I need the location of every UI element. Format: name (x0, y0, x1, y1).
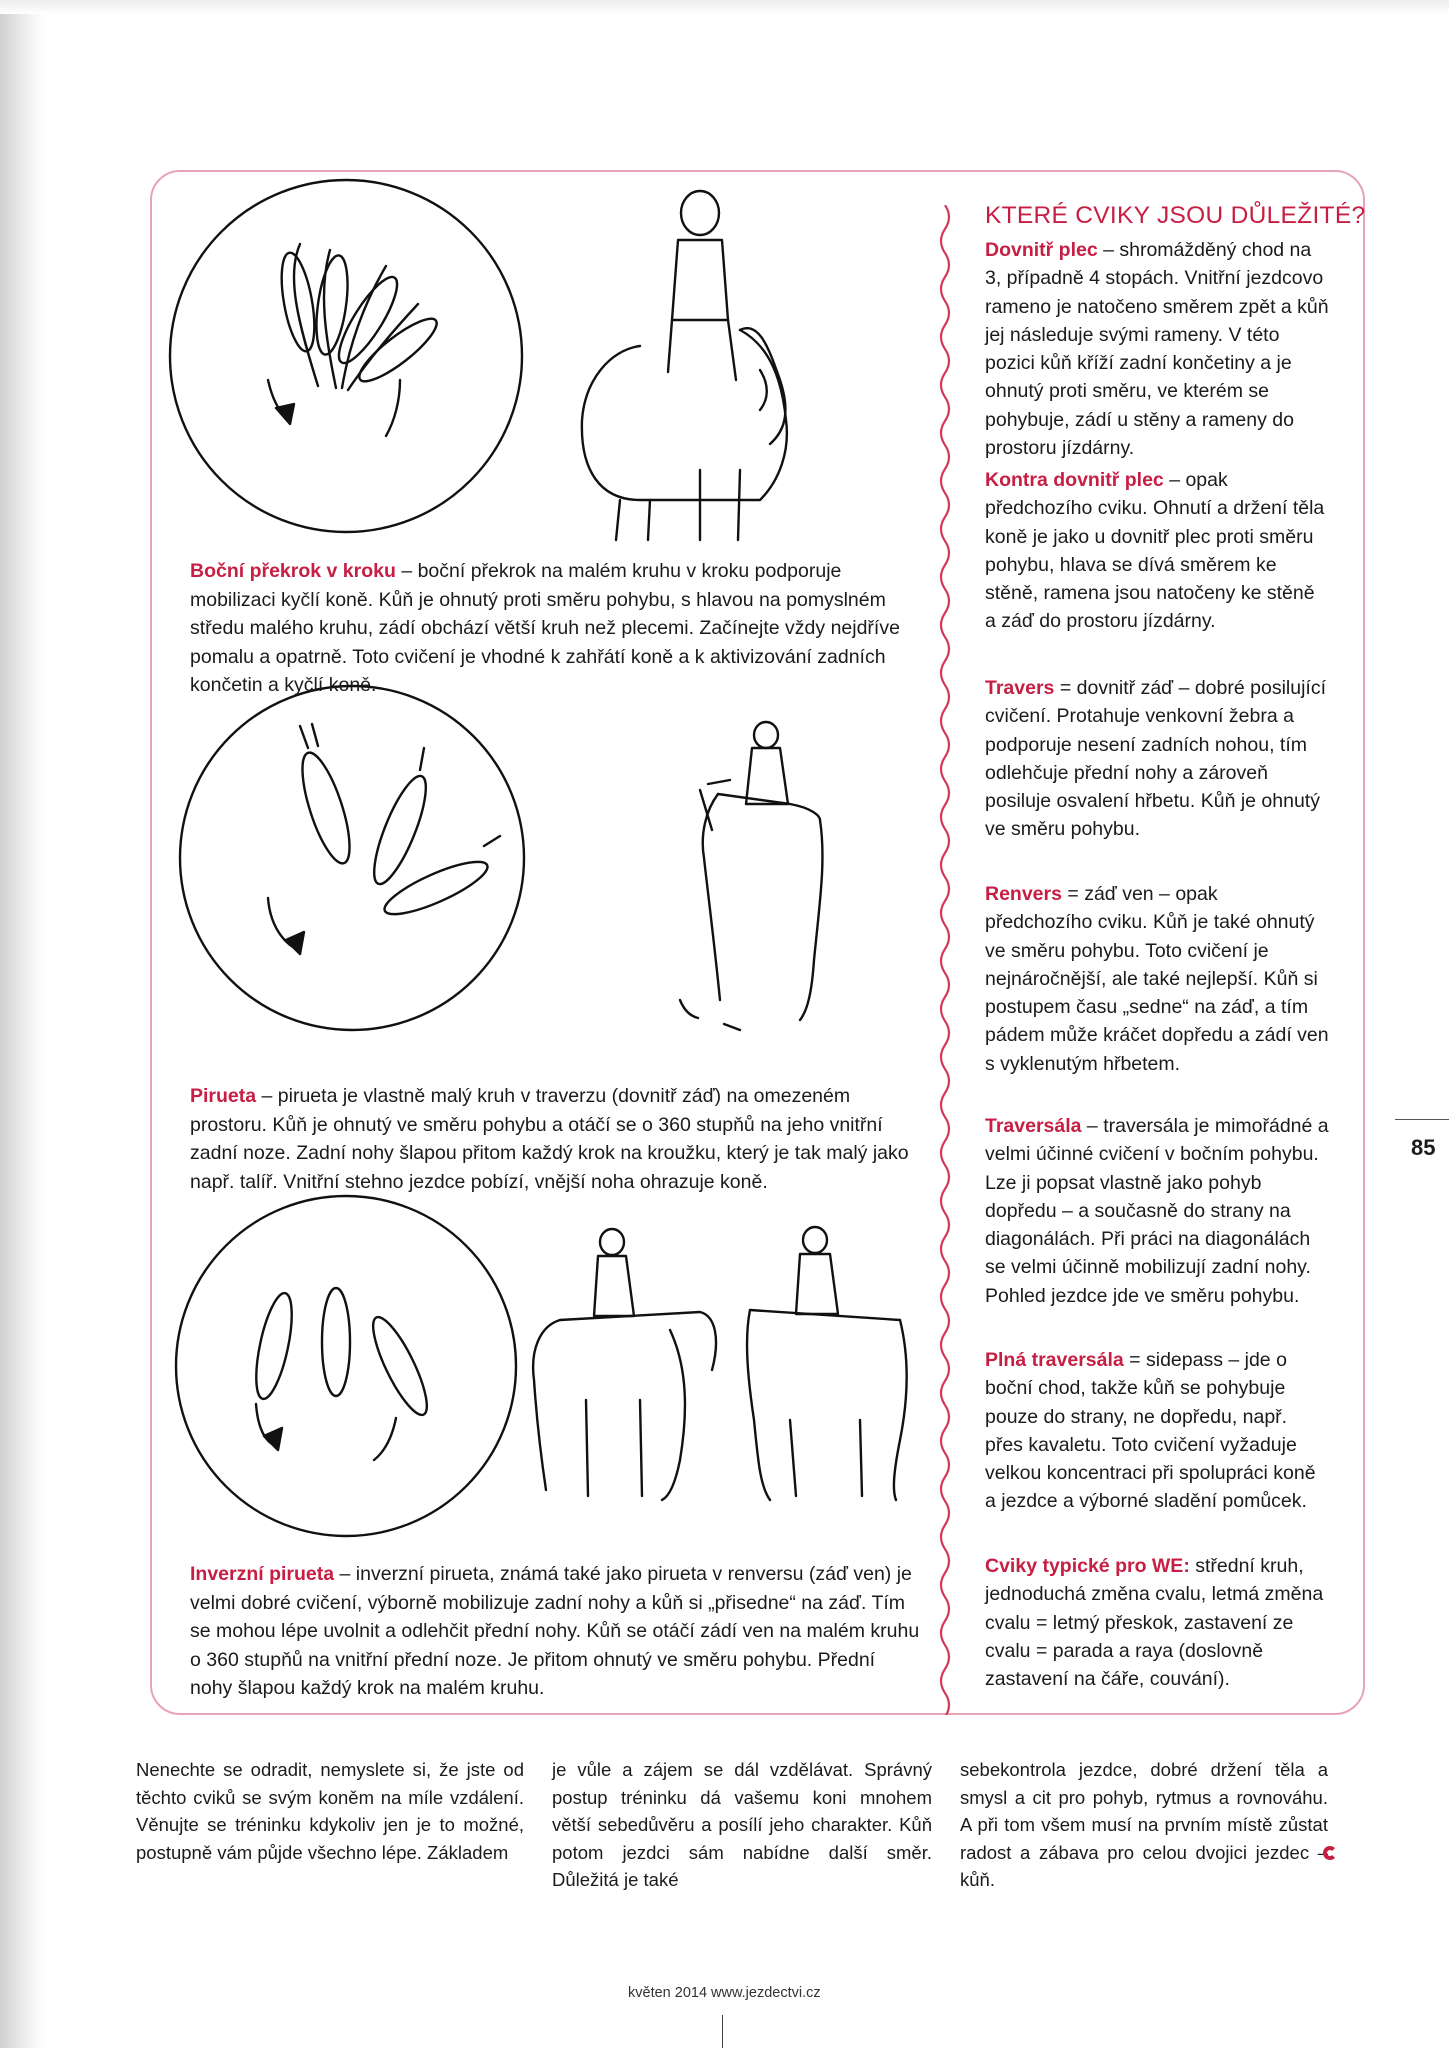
rider-illustration-2 (680, 722, 822, 1030)
rider-illustration-1 (582, 191, 787, 540)
page-footer: květen 2014 www.jezdectvi.cz (628, 1985, 821, 2001)
sidebar-item-text: = dovnitř záď – dobré posilující cvičení. Protahuje venkovní žebra a podporuje nesení zadních nohou, tím odlehčuje přední nohy a zároveň posiluje osvalení hřbetu. Kůň je ohnutý ve směru pohybu. (985, 677, 1326, 841)
closing-column-3: sebekontrola jezdce, dobré držení těla a smysl a cit pro pohyb, rytmus a rovnováhu. A při tom všem musí na prvním místě zůstat radost a zábava pro celou dvojici jezdec – kůň. (960, 1759, 1328, 1890)
exercise-inverse-pirouette (190, 1560, 922, 1703)
exercise-term: Boční překrok v kroku (190, 560, 396, 582)
exercise-pirouette (190, 1082, 922, 1196)
pirouette-diagram (180, 686, 524, 1030)
sidebar-item-text: střední kruh, jednoduchá změna cvalu, letmá změna cvalu = letmý přeskok, zastavení ze cvalu = parada a raya (doslovně zastavení na čáře, couvání). (985, 1555, 1324, 1691)
sidebar-item-term: Kontra dovnitř plec (985, 469, 1164, 491)
exercise-term: Pirueta (190, 1085, 257, 1107)
lateral-step-diagram (170, 180, 522, 532)
exercise-description: – inverzní pirueta, známá také jako pirueta v renversu (záď ven) je velmi dobré cvičení, výborně mobilizuje zadní nohy a kůň si „přisedne“ na záď. Tím se mohou lépe uvolnit a odlehčit přední nohy. Kůň se otáčí zádí ven na malém kruhu o 360 stupňů na vnitřní přední noze. Je přitom ohnutý ve směru pohybu. Přední nohy šlapou každý krok na malém kruhu. (190, 1563, 920, 1699)
sidebar-item-text: – shromážděný chod na 3, případně 4 stopách. Vnitřní jezdcovo rameno je natočeno směrem zpět a kůň jej následuje svými rameny. V této pozici kůň kříží zadní končetiny a je ohnutý proti směru, ve kterém se pohybuje, zádí u stěny a rameny do prostoru jízdárny. (985, 239, 1329, 460)
sidebar-item-term: Traversála (985, 1115, 1082, 1137)
sidebar-item-text: – traversála je mimořádné a velmi účinné cvičení v bočním pohybu. Lze ji popsat vlastně jako pohyb dopředu – a současně do strany na diagonálách. Při práci na diagonálách se velmi účinně mobilizují zadní nohy. Pohled jezdce jde ve směru pohybu. (985, 1115, 1329, 1307)
exercise-lateral-step (190, 557, 922, 700)
gutter-line (722, 2015, 723, 2048)
exercise-description: – boční překrok na malém kruhu v kroku podporuje mobilizaci kyčlí koně. Kůň je ohnutý proti směru pohybu, s hlavou na pomyslném středu malého kruhu, zádí obchází větší kruh než plecemi. Začínejte vždy nejdříve pomalu a opatrně. Toto cvičení je vhodné k zahřátí koně a k aktivizování zadních končetin a kyčlí koně. (190, 560, 900, 696)
sidebar-item-term: Plná traversála (985, 1349, 1124, 1371)
closing-column-1: Nenechte se odradit, nemyslete si, že jste od těchto cviků se svým koněm na míle vzdálení. Věnujte se tréninku kdykoliv jen je to možné, postupně vám půjde všechno lépe. Základem (136, 1759, 524, 1863)
sidebar-item (985, 236, 1330, 462)
sidebar-item-term: Renvers (985, 883, 1062, 905)
inverse-pirouette-diagram (176, 1196, 516, 1536)
exercise-description: – pirueta je vlastně malý kruh v traverzu (dovnitř záď) na omezeném prostoru. Kůň je ohnutý ve směru pohybu a otáčí se o 360 stupňů na jeho vnitřní zadní noze. Zadní nohy šlapou přitom každý krok na kroužku, který je tak malý jako např. talíř. Vnitřní stehno jezdce pobízí, vnější noha ohrazuje koně. (190, 1085, 909, 1193)
page-number-rule (1395, 1119, 1449, 1120)
sidebar-item-term: Dovnitř plec (985, 239, 1098, 261)
sidebar-title: KTERÉ CVIKY JSOU DŮLEŽITÉ? (985, 202, 1366, 229)
page-number: 85 (1411, 1135, 1436, 1160)
sidebar-item-term: Cviky typické pro WE: (985, 1555, 1190, 1577)
sidebar-item-text: = sidepass – jde o boční chod, takže kůň se pohybuje pouze do strany, ne dopředu, např. přes kavaletu. Toto cvičení vyžaduje velkou koncentraci při spolupráci koně a jezdce a výborné sladění pomůcek. (985, 1349, 1316, 1513)
sidebar-item (985, 466, 1330, 636)
rider-illustration-4 (747, 1227, 907, 1500)
closing-column-2: je vůle a zájem se dál vzdělávat. Správný postup tréninku dá vašemu koni mnohem větší sebedůvěru a posílí jeho charakter. Kůň potom jezdci sám nabídne další směr. Důležitá je také (552, 1759, 932, 1890)
sidebar-item (985, 1552, 1330, 1693)
exercise-term: Inverzní pirueta (190, 1563, 335, 1585)
rider-illustration-3 (533, 1229, 716, 1500)
sidebar-item (985, 1112, 1330, 1310)
sidebar-item (985, 880, 1330, 1078)
sidebar-item (985, 1346, 1330, 1516)
sidebar-item-term: Travers (985, 677, 1055, 699)
sidebar-item (985, 674, 1330, 844)
sidebar-item-text: = záď ven – opak předchozího cviku. Kůň je také ohnutý ve směru pohybu. Toto cvičení je nejnáročnější, ale také nejlepší. Kůň si postupem času „sedne“ na záď, a tím pádem může kráčet dopředu a zádí ven s vyklenutým hřbetem. (985, 883, 1329, 1075)
sidebar-item-text: – opak předchozího cviku. Ohnutí a držení těla koně je jako u dovnitř plec proti směru pohybu, hlava se dívá směrem ke stěně, ramena jsou natočeny ke stěně a záď do prostoru jízdárny. (985, 469, 1325, 633)
end-of-article-icon (1323, 1846, 1337, 1860)
